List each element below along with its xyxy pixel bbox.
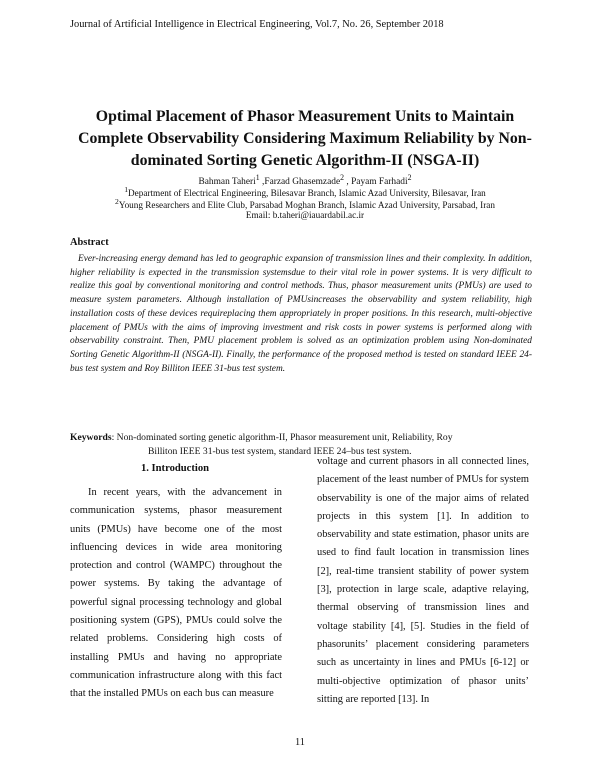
- section-heading-introduction: 1. Introduction: [140, 463, 210, 474]
- author-name: Bahman Taheri: [198, 177, 256, 188]
- abstract-body: Ever-increasing energy demand has led to geographic expansion of transmission lines and their complexity. In addition, higher reliability is expected in the transmission systemsdue to their vital role in power systems. It is very difficult to realize this goal by conventional monitoring and control methods. Thus, phasor measurement units (PMUs) are used to measure system parameters. Although installation of PMUsincreases the observability and system reliability, high installation costs of these devices requireplacing them appropriately in proper positions. In this research, multi-objective placement of PMUs with the aims of improving investment and risk costs in power systems is performed along with observability constraint. Then, PMU placement problem is solved as an optimization problem using Non-dominated Sorting Genetic Algorithm-II (NSGA-II). Finally, the performance of the proposed method is tested on standard IEEE 24-bus test system and Roy Billiton IEEE 31-bus test system.: [70, 254, 532, 374]
- paper-title: [60, 106, 550, 172]
- affiliation-sup: 1: [124, 185, 129, 194]
- title-line-1: Optimal Placement of Phasor Measurement Units to Maintain: [95, 108, 515, 125]
- intro-column-left: In recent years, with the advancement in communication systems, phasor measurement units (PMUs) have become one of the most influencing devices in wide area monitoring protection and control (WAMPC) throughout the power systems. By taking the advantage of powerful signal processing technology and global positioning system (GPS), PMUs could solve the related problems. Considering high costs of installing PMUs and having no appropriate communication infrastructure along with this fact that the installed PMUs on each bus can measure: [70, 487, 282, 700]
- affiliation-text: Young Researchers and Elite Club, Parsabad Moghan Branch, Islamic Azad University, Parsabad, Iran: [118, 200, 495, 211]
- affiliation-text: Department of Electrical Engineering, Bilesavar Branch, Islamic Azad University, Bilesavar, Iran: [128, 188, 486, 199]
- title-line-2: Complete Observability Considering Maximum Reliability by Non-: [78, 130, 532, 147]
- affiliation-sup: 2: [115, 197, 119, 206]
- running-head: Journal of Artificial Intelligence in Electrical Engineering, Vol.7, No. 26, September 2018: [70, 19, 444, 30]
- author-sup: 1: [255, 173, 260, 182]
- author-email: Email: b.taheri@iauardabil.ac.ir: [245, 210, 365, 220]
- abstract-heading: Abstract: [70, 237, 109, 248]
- author-sup: 2: [407, 173, 412, 182]
- keywords-line-2: Billiton IEEE 31-bus test system, standard IEEE 24–bus test system.: [148, 445, 412, 457]
- author-sup: 2: [340, 173, 345, 182]
- title-line-3: dominated Sorting Genetic Algorithm-II (NSGA-II): [130, 152, 480, 169]
- author-name: Farzad Ghasemzade: [264, 177, 341, 188]
- intro-column-right: voltage and current phasors in all connected lines, placement of the least number of PMUs for system observability is one of the major aims of related projects in this system [1]. In addition to observability and state estimation, phasor units are used to find fault location in transmission lines [2], real-time transient stability of power system [3], protection in large scale, adaptive relaying, thermal observing of transmission lines and voltage stability [4], [5]. Studies in the field of phasorunits’ placement considering parameters such as uncertainty in lines and PMUs [6-12] or multi-objective optimization of phasor units’ sitting are reported [13]. In: [317, 456, 529, 705]
- keywords-line-1: : Non-dominated sorting genetic algorithm-II, Phasor measurement unit, Reliability, Roy: [111, 432, 453, 443]
- keywords-label: Keywords: [70, 432, 112, 443]
- author-list: Bahman Taheri$^1$ ,Farzad Ghasemzade$^2$ , Payam Farhadi$^2$: [198, 173, 412, 188]
- author-name: Payam Farhadi: [351, 177, 408, 188]
- page-number: 11: [294, 737, 305, 748]
